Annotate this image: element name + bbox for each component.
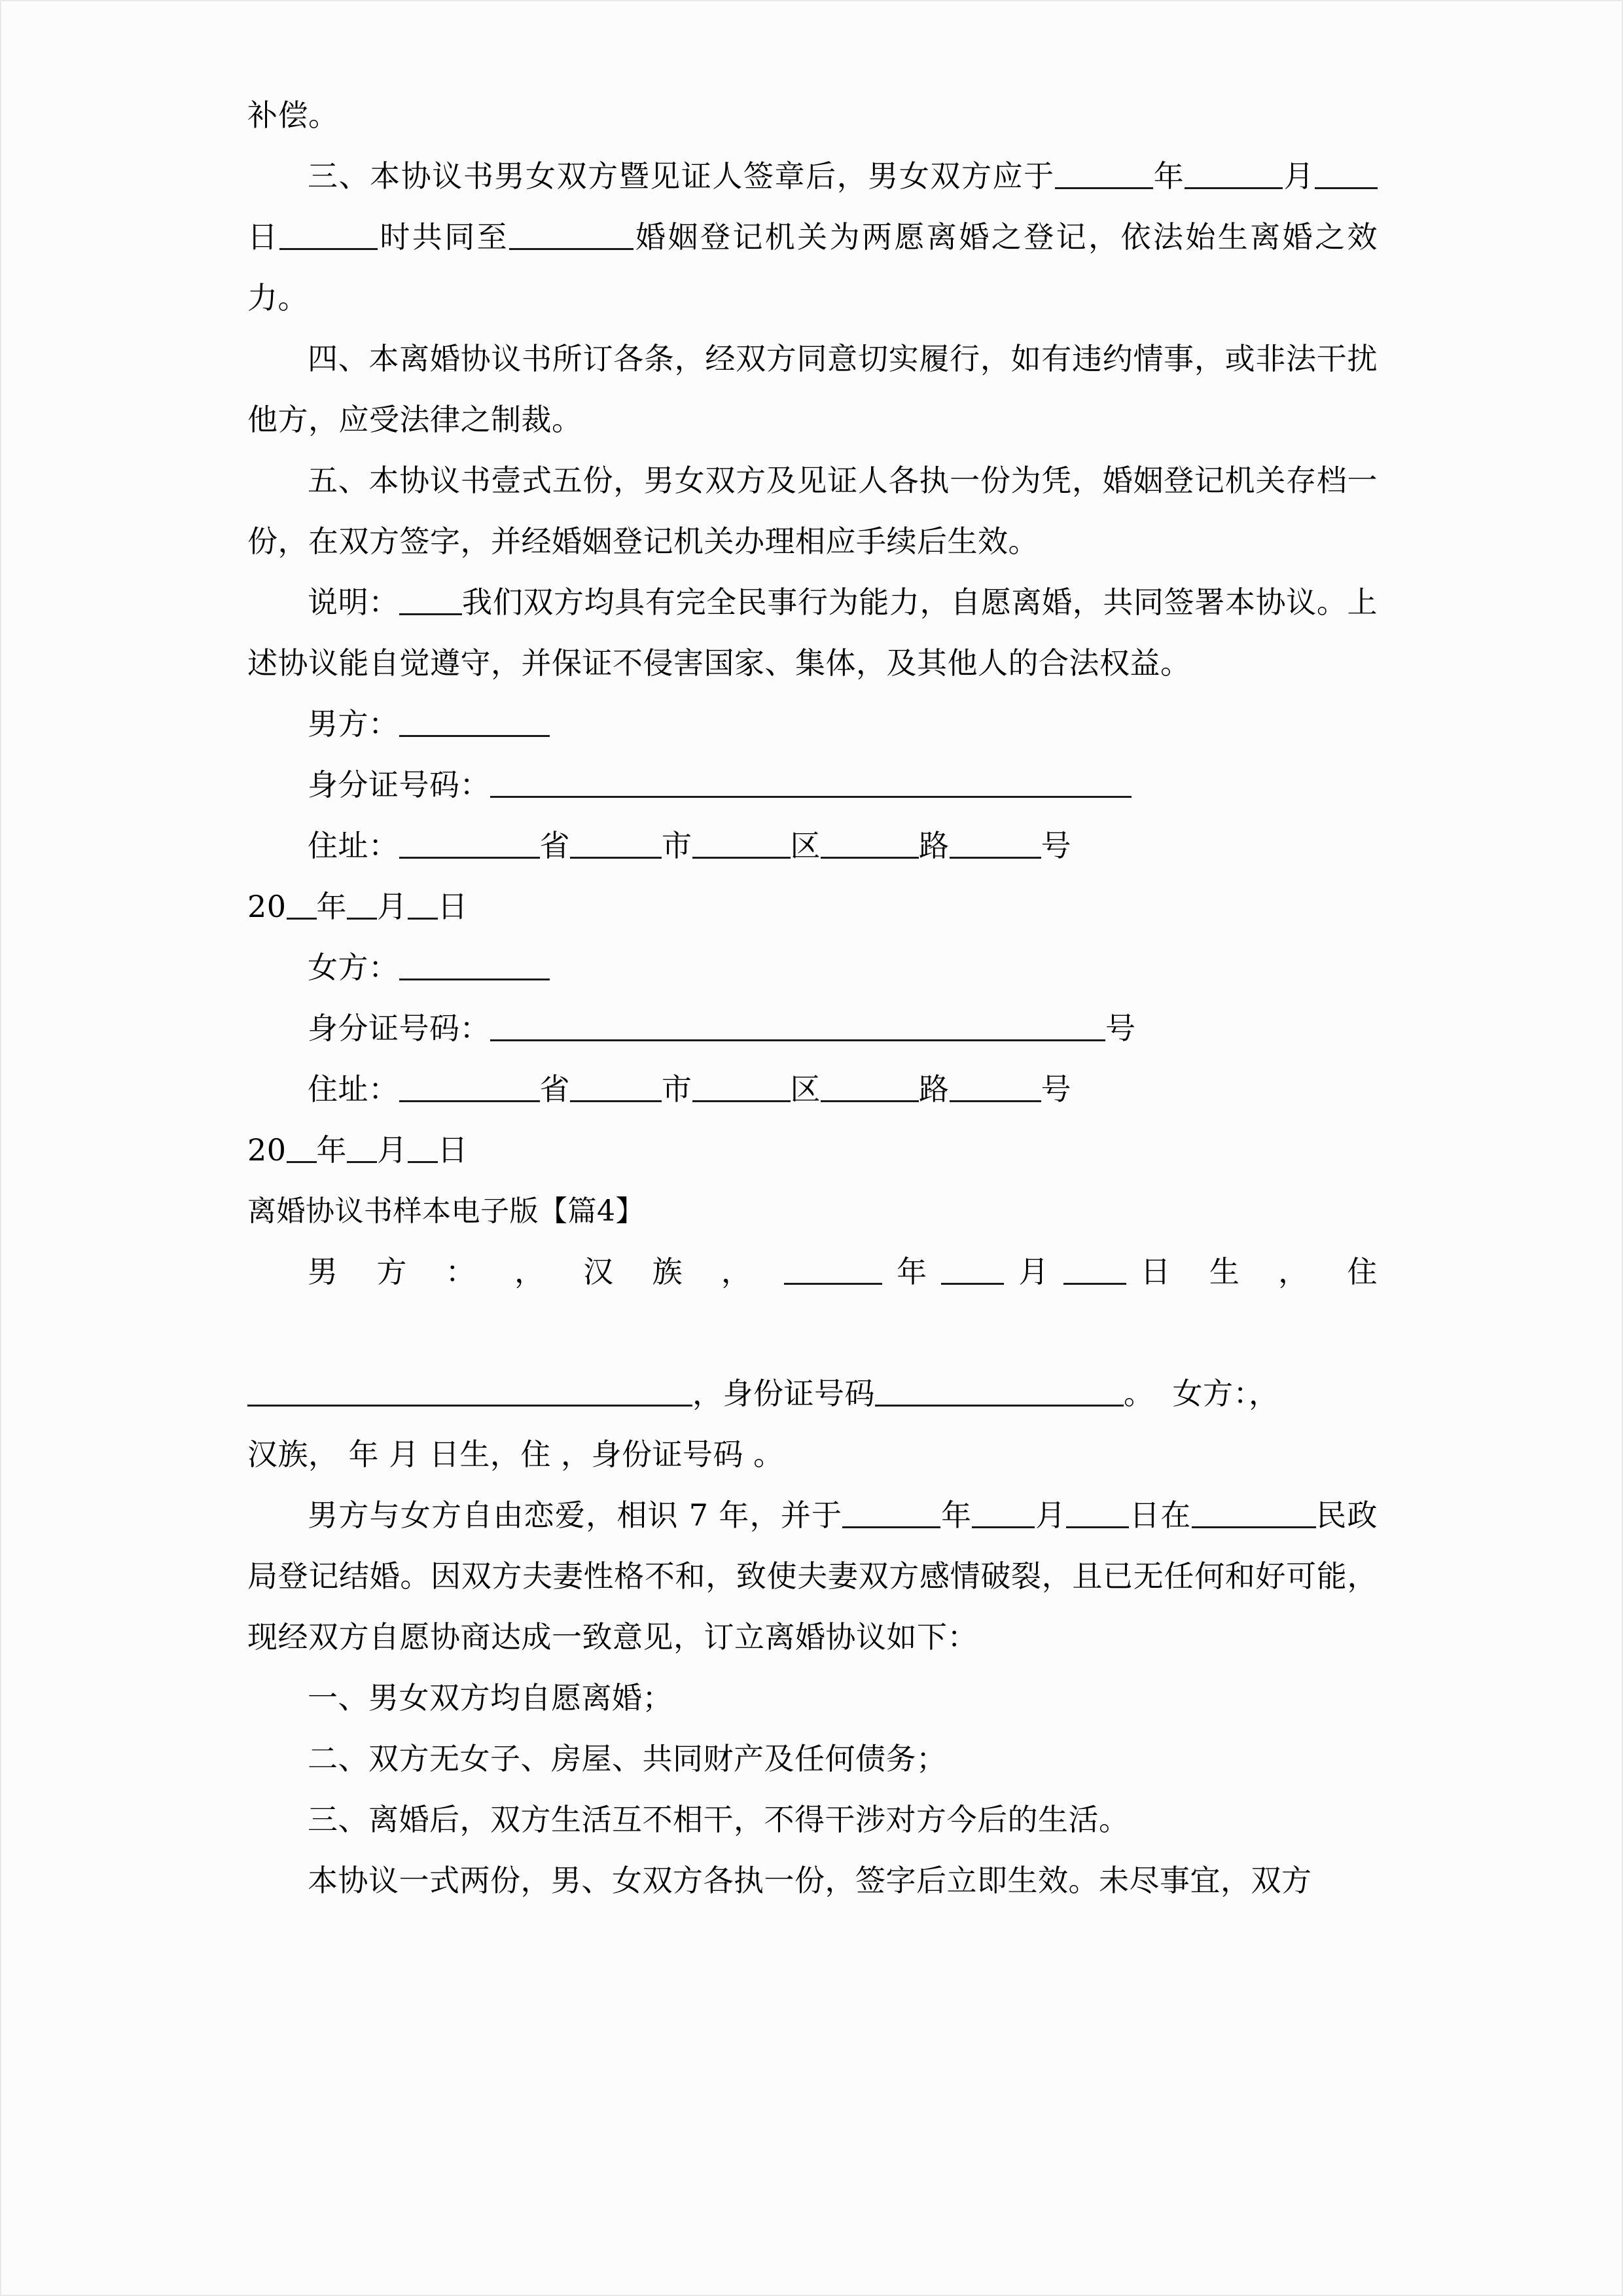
blank-s4-marry-day[interactable] — [1066, 1499, 1129, 1528]
female-date-line: 20 年 月 日 — [247, 1132, 469, 1168]
blank-male-district[interactable] — [692, 829, 791, 859]
section4-party-line-c: 汉族， 年 月 日生，住 ，身份证号码 。 — [247, 1437, 784, 1472]
section4-party-line-b: ，身份证号码 。 女方：， — [247, 1363, 1378, 1424]
male-address-line: 住址： 省 市 区 路 号 — [308, 828, 1071, 863]
blank-s4-male-address[interactable] — [247, 1377, 692, 1407]
blank-s4-male-birth-day[interactable] — [1063, 1255, 1126, 1285]
section-heading-pian4: 离婚协议书样本电子版【篇4】 — [247, 1194, 645, 1228]
blank-s4-marry-month[interactable] — [972, 1499, 1035, 1528]
blank-male-date-month[interactable] — [347, 890, 377, 920]
paragraph-compensation: 补偿。 — [247, 98, 339, 133]
blank-clause3-month[interactable] — [1185, 160, 1283, 189]
blank-female-date-day[interactable] — [408, 1134, 438, 1163]
blank-female-date-month[interactable] — [347, 1134, 377, 1163]
blank-female-id[interactable] — [490, 1012, 1105, 1041]
blank-s4-male-id[interactable] — [875, 1377, 1124, 1407]
section4-item-3: 三、离婚后，双方生活互不相干，不得干涉对方今后的生活。 — [308, 1802, 1130, 1837]
blank-female-province[interactable] — [399, 1073, 540, 1102]
female-name-line: 女方： — [247, 937, 1378, 998]
blank-female-district[interactable] — [692, 1073, 791, 1102]
blank-male-date-year[interactable] — [287, 890, 317, 920]
blank-male-id[interactable] — [490, 768, 1132, 798]
section4-intro: 男方与女方自由恋爱，相识 7 年，并于 年 月 日在 民政局登记结婚。因双方夫妻性格不和，致使夫妻双方感情破裂，且已无任何和好可能，现经双方自愿协商达成一致意见，订立离婚协议如下： — [247, 1498, 1378, 1655]
blank-male-name[interactable] — [399, 708, 550, 737]
blank-male-road[interactable] — [821, 829, 919, 859]
section4-party-line-a: 男 方 ： ， 汉 族 ， 年 月 日 生 ， 住 — [308, 1254, 1378, 1289]
female-address-line: 住址： 省 市 区 路 号 — [308, 1071, 1071, 1107]
blank-clause3-hour[interactable] — [279, 221, 378, 250]
male-id-line: 身分证号码： — [247, 755, 1378, 816]
section4-item-2: 二、双方无女子、房屋、共同财产及任何债务； — [308, 1741, 947, 1776]
blank-male-number[interactable] — [950, 829, 1041, 859]
blank-clause3-day[interactable] — [1315, 160, 1378, 189]
blank-female-city[interactable] — [570, 1073, 662, 1102]
blank-clause3-year[interactable] — [1055, 160, 1153, 189]
blank-s4-male-birth-year[interactable] — [784, 1255, 882, 1285]
female-id-line: 身分证号码： 号 — [308, 1011, 1136, 1046]
blank-male-date-day[interactable] — [408, 890, 438, 920]
paragraph-clause-4: 四、本离婚协议书所订各条，经双方同意切实履行，如有违约情事，或非法干扰他方，应受法律之制裁。 — [247, 341, 1378, 437]
blank-clause3-bureau[interactable] — [509, 221, 633, 250]
blank-s4-marry-place[interactable] — [1192, 1499, 1316, 1528]
blank-male-city[interactable] — [570, 829, 662, 859]
paragraph-note: 说明： 我们双方均具有完全民事行为能力，自愿离婚，共同签署本协议。上述协议能自觉遵守，并保证不侵害国家、集体，及其他人的合法权益。 — [247, 584, 1378, 681]
male-name-line: 男方： — [247, 694, 1378, 755]
blank-s4-marry-year[interactable] — [842, 1499, 940, 1528]
section4-closing: 本协议一式两份，男、女双方各执一份，签字后立即生效。未尽事宜，双方 — [308, 1863, 1312, 1898]
blank-female-date-year[interactable] — [287, 1134, 317, 1163]
blank-female-name[interactable] — [399, 951, 550, 980]
blank-note[interactable] — [399, 586, 462, 615]
blank-s4-male-birth-month[interactable] — [941, 1255, 1004, 1285]
blank-male-province[interactable] — [399, 829, 540, 859]
blank-female-road[interactable] — [821, 1073, 919, 1102]
document-content — [247, 85, 1378, 1911]
section4-item-1: 一、男女双方均自愿离婚； — [308, 1680, 673, 1715]
paragraph-clause-3: 三、本协议书男女双方暨见证人签章后，男女双方应于 年 月日 时共同至 婚姻登记机关为两愿离婚之登记，依法始生离婚之效力。 — [247, 158, 1378, 315]
male-date-line: 20 年 月 日 — [247, 889, 469, 924]
paragraph-clause-5: 五、本协议书壹式五份，男女双方及见证人各执一份为凭，婚姻登记机关存档一份，在双方签字，并经婚姻登记机关办理相应手续后生效。 — [247, 463, 1378, 559]
blank-female-number[interactable] — [950, 1073, 1041, 1102]
